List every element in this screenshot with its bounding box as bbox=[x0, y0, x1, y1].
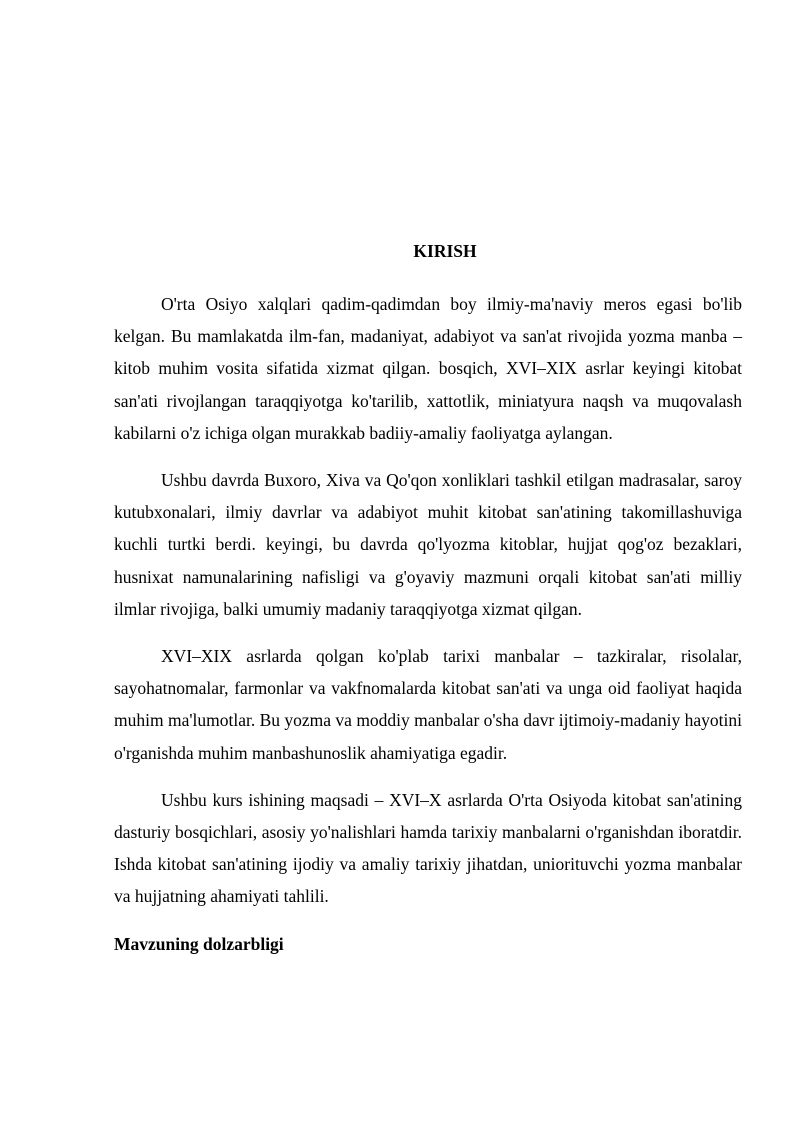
paragraph-4: Ushbu kurs ishining maqsadi – XVI–X asrlarda O'rta Osiyoda kitobat san'atining dasturiy bosqichlari, asosiy yo'nalishlari hamda tarixiy manbalarni o'rganishdan iboratdir. Ishda kitobat san'atining ijodiy va amaliy tarixiy jihatdan, uniorituvchi yozma manbalar va hujjatning ahamiyati tahlili. bbox=[114, 789, 742, 907]
paragraph-3: XVI–XIX asrlarda qolgan ko'plab tarixi manbalar – tazkiralar, risolalar, sayohatnomalar, farmonlar va vakfnomalarda kitobat san'ati va unga oid faoliyat haqida muhim ma'lumotlar. Bu yozma va moddiy manbalar o'sha davr ijtimoiy-madaniy hayotini o'rganishda muhim manbashunoslik ahamiyatiga egadir. bbox=[114, 646, 742, 763]
paragraph-1: O'rta Osiyo xalqlari qadim-qadimdan boy ilmiy-ma'naviy meros egasi bo'lib kelgan. Bu mamlakatda ilm-fan, madaniyat, adabiyot va san'at rivojida yozma manba – kitob muhim vosita sifatida xizmat qilgan. bosqich, XVI–XIX asrlar keyingi kitobat san'ati rivojlangan taraqqiyotga ko'tarilib, xattotlik, miniatyura naqsh va muqovalash kabilarni o'z ichiga olgan murakkab badiiy-amaliy faoliyatga aylangan. bbox=[114, 294, 742, 443]
page-title: KIRISH bbox=[413, 241, 477, 261]
document-body bbox=[114, 288, 742, 960]
paragraph-2: Ushbu davrda Buxoro, Xiva va Qo'qon xonliklari tashkil etilgan madrasalar, saroy kutubxonalari, ilmiy davrlar va adabiyot muhit kitobat san'atining takomillashuviga kuchli turtki berdi. keyingi, bu davrda qo'lyozma kitoblar, hujjat qog'oz bezaklari, husnixat namunalarining nafisligi va g'oyaviy mazmuni orqali kitobat san'ati milliy ilmlar rivojiga, balki umumiy madaniy taraqqiyotga xizmat qilgan. bbox=[114, 470, 742, 619]
section-heading: Mavzuning dolzarbligi bbox=[114, 933, 284, 954]
